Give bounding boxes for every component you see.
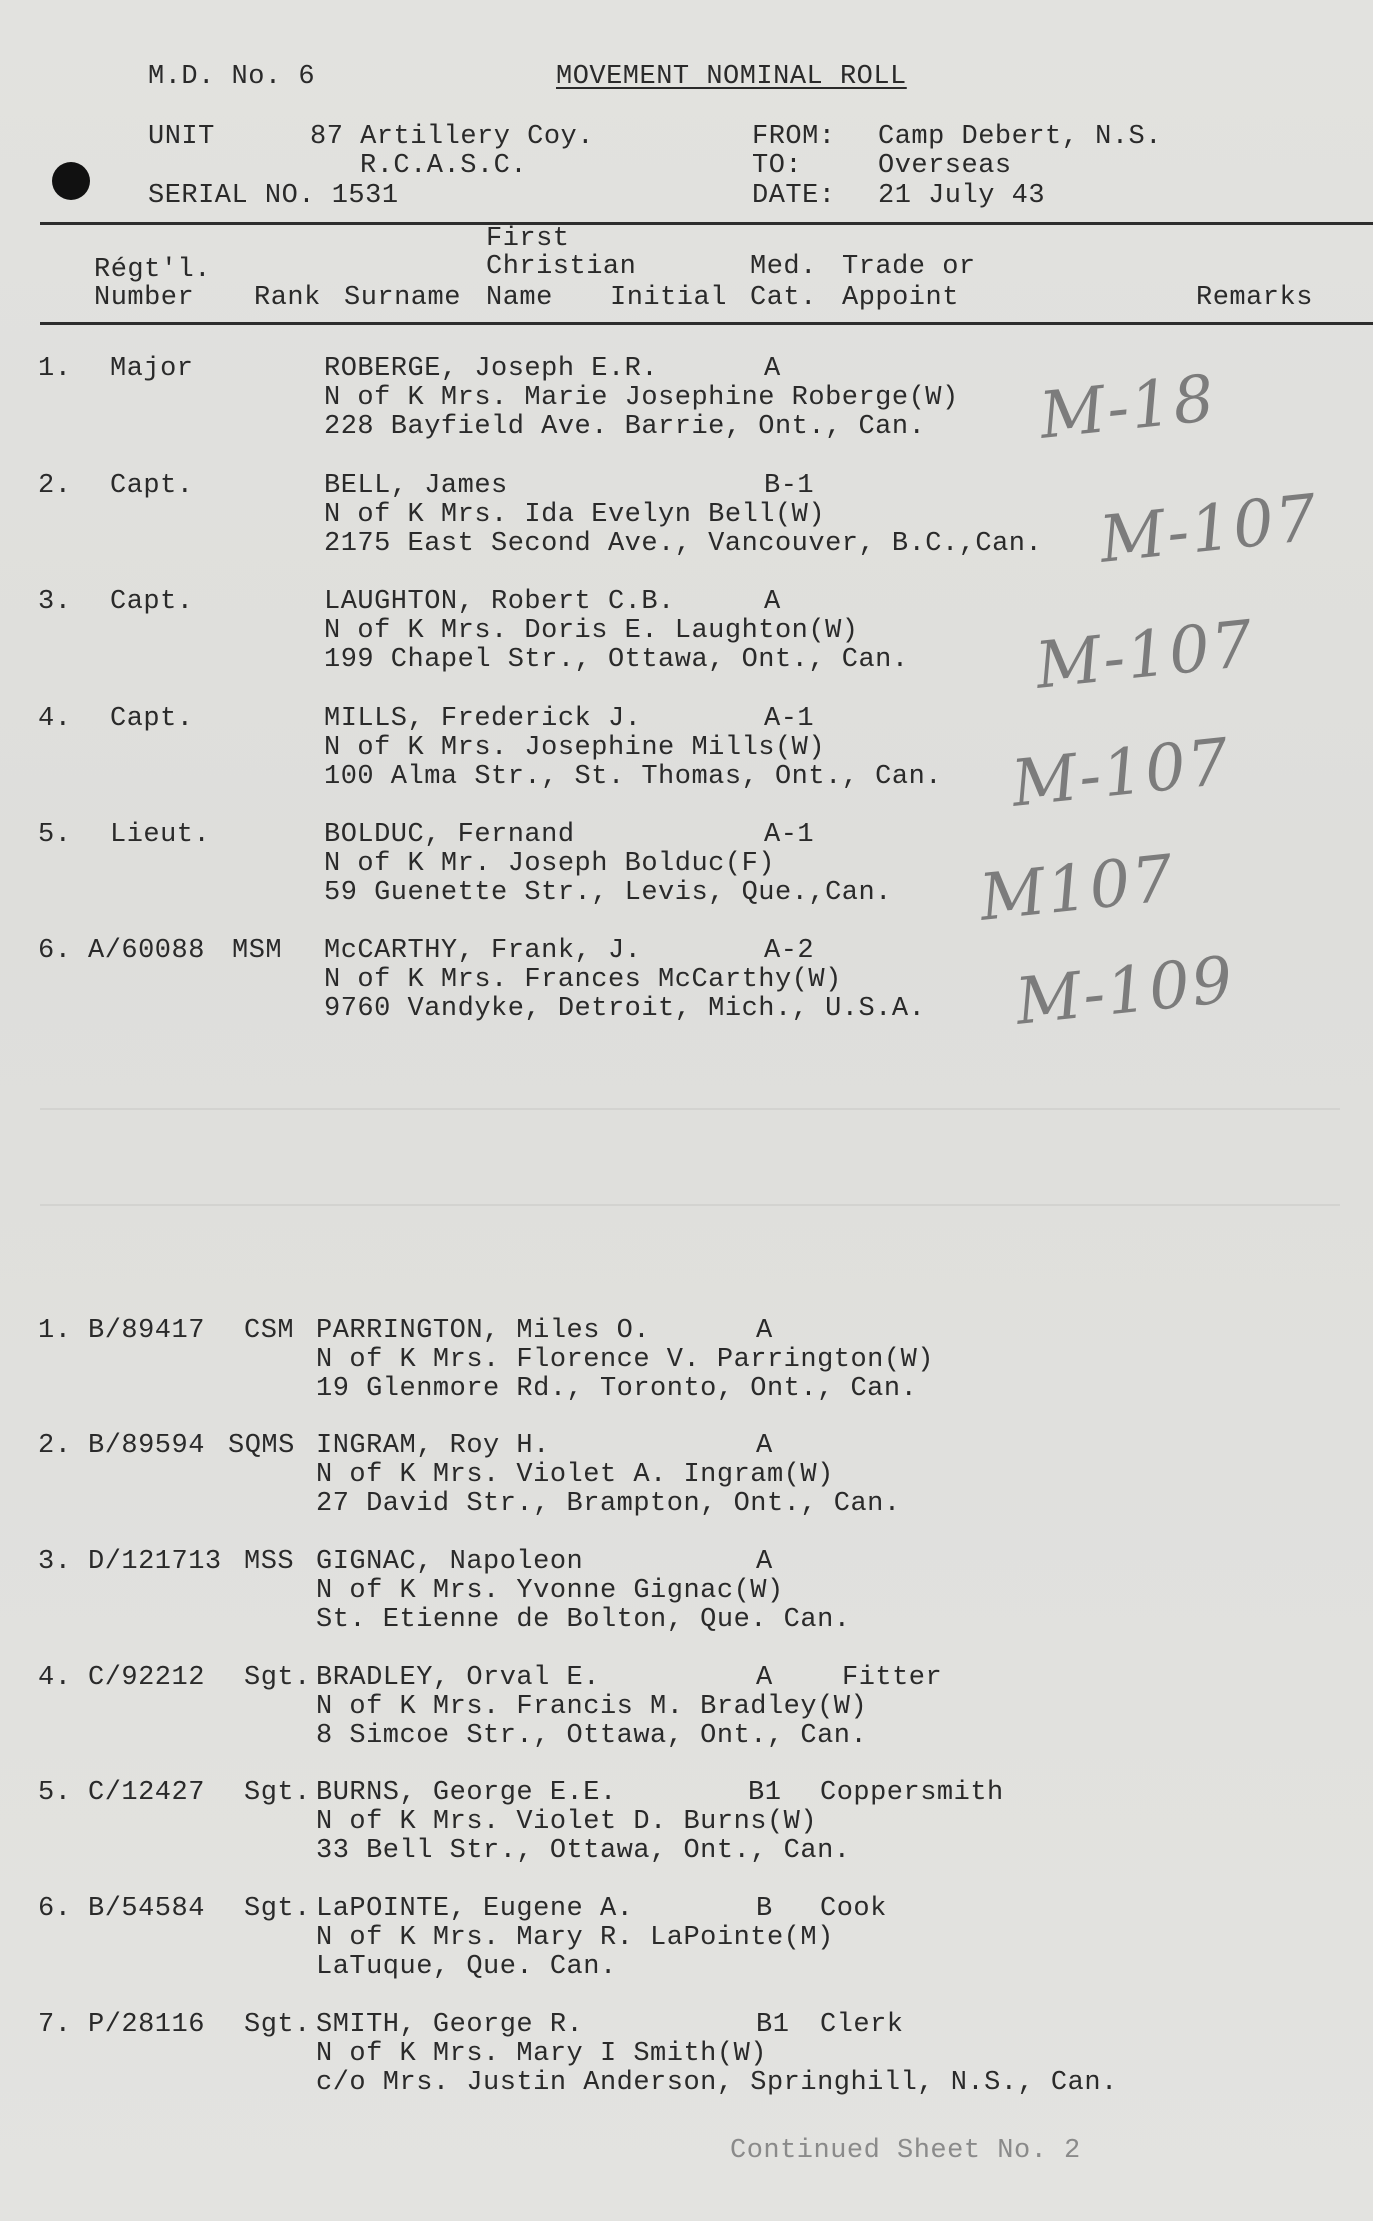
to-label: TO: xyxy=(752,151,803,181)
entry-address: 59 Guenette Str., Levis, Que.,Can. xyxy=(324,878,892,908)
entry-number: 1. xyxy=(38,354,72,384)
entry-number: 2. xyxy=(38,471,72,501)
entry-nok: N of K Mrs. Yvonne Gignac(W) xyxy=(316,1576,784,1606)
col-cat: Cat. xyxy=(750,283,817,313)
continued-sheet-note: Continued Sheet No. 2 xyxy=(730,2136,1081,2166)
entry-address: 228 Bayfield Ave. Barrie, Ont., Can. xyxy=(324,412,926,442)
entry-name: ROBERGE, Joseph E.R. xyxy=(324,354,659,384)
entry-med: A xyxy=(764,354,781,384)
entry-med: A xyxy=(764,587,781,617)
col-initial: Initial xyxy=(610,283,727,313)
entry-nok: N of K Mrs. Mary I Smith(W) xyxy=(316,2039,767,2069)
entry-regt-number: P/28116 xyxy=(88,2010,205,2040)
entry-med: A xyxy=(756,1547,773,1577)
serial-number: SERIAL NO. 1531 xyxy=(148,181,399,211)
entry-med: A xyxy=(756,1431,773,1461)
col-appoint: Appoint xyxy=(842,283,959,313)
entry-nok: N of K Mrs. Frances McCarthy(W) xyxy=(324,965,842,995)
handwritten-remark: M-109 xyxy=(1012,943,1238,1040)
entry-address: 33 Bell Str., Ottawa, Ont., Can. xyxy=(316,1836,851,1866)
entry-med: B-1 xyxy=(764,471,815,501)
entry-med: B1 xyxy=(748,1778,782,1808)
md-number: M.D. No. 6 xyxy=(148,62,316,92)
entry-regt-number: A/60088 xyxy=(88,936,205,966)
entry-name: BELL, James xyxy=(324,471,508,501)
entry-nok: N of K Mrs. Violet D. Burns(W) xyxy=(316,1807,818,1837)
entry-address: 199 Chapel Str., Ottawa, Ont., Can. xyxy=(324,645,909,675)
entry-address: 19 Glenmore Rd., Toronto, Ont., Can. xyxy=(316,1374,918,1404)
entry-regt-number: B/54584 xyxy=(88,1894,205,1924)
entry-address: 100 Alma Str., St. Thomas, Ont., Can. xyxy=(324,762,942,792)
entry-name: LaPOINTE, Eugene A. xyxy=(316,1894,634,1924)
entry-address: 2175 East Second Ave., Vancouver, B.C.,Can. xyxy=(324,529,1043,559)
entry-number: 5. xyxy=(38,820,72,850)
date-label: DATE: xyxy=(752,181,836,211)
entry-nok: N of K Mrs. Marie Josephine Roberge(W) xyxy=(324,383,959,413)
entry-nok: N of K Mrs. Florence V. Parrington(W) xyxy=(316,1345,934,1375)
entry-name: McCARTHY, Frank, J. xyxy=(324,936,642,966)
entry-nok: N of K Mrs. Mary R. LaPointe(M) xyxy=(316,1923,834,1953)
entry-name: PARRINGTON, Miles O. xyxy=(316,1316,651,1346)
entry-regt-number: B/89594 xyxy=(88,1431,205,1461)
entry-nok: N of K Mrs. Doris E. Laughton(W) xyxy=(324,616,859,646)
entry-rank: Capt. xyxy=(110,587,194,617)
col-med: Med. xyxy=(750,252,817,282)
bleed-through-line xyxy=(40,1108,1340,1110)
entry-name: INGRAM, Roy H. xyxy=(316,1431,550,1461)
entry-address: 27 David Str., Brampton, Ont., Can. xyxy=(316,1489,901,1519)
col-name: Name xyxy=(486,283,553,313)
col-number: Number xyxy=(94,283,195,313)
from-value: Camp Debert, N.S. xyxy=(878,122,1162,152)
handwritten-remark: M-18 xyxy=(1036,361,1220,454)
entry-number: 3. xyxy=(38,1547,72,1577)
entry-med: A xyxy=(756,1663,773,1693)
unit-line2: R.C.A.S.C. xyxy=(360,151,528,181)
entry-med: A-1 xyxy=(764,820,815,850)
entry-address: 9760 Vandyke, Detroit, Mich., U.S.A. xyxy=(324,994,926,1024)
col-first: First xyxy=(486,224,570,254)
col-rank: Rank xyxy=(254,283,321,313)
entry-med: B1 xyxy=(756,2010,790,2040)
entry-address: St. Etienne de Bolton, Que. Can. xyxy=(316,1605,851,1635)
entry-rank: Capt. xyxy=(110,704,194,734)
entry-number: 5. xyxy=(38,1778,72,1808)
entry-med: A xyxy=(756,1316,773,1346)
entry-name: GIGNAC, Napoleon xyxy=(316,1547,584,1577)
entry-nok: N of K Mrs. Ida Evelyn Bell(W) xyxy=(324,500,826,530)
unit-label: UNIT xyxy=(148,122,215,152)
entry-rank: MSM xyxy=(232,936,283,966)
entry-rank: Capt. xyxy=(110,471,194,501)
bleed-through-line xyxy=(40,1204,1340,1206)
entry-name: BURNS, George E.E. xyxy=(316,1778,617,1808)
handwritten-remark: M-107 xyxy=(1096,481,1322,578)
entry-number: 4. xyxy=(38,704,72,734)
entry-trade: Clerk xyxy=(820,2010,904,2040)
entry-trade: Cook xyxy=(820,1894,887,1924)
entry-rank: Sgt. xyxy=(244,1894,311,1924)
col-trade: Trade or xyxy=(842,252,976,282)
handwritten-remark: M107 xyxy=(976,841,1179,936)
header-rule-top xyxy=(40,222,1373,225)
entry-regt-number: B/89417 xyxy=(88,1316,205,1346)
entry-number: 1. xyxy=(38,1316,72,1346)
entry-regt-number: C/92212 xyxy=(88,1663,205,1693)
col-surname: Surname xyxy=(344,283,461,313)
handwritten-remark: M-107 xyxy=(1008,725,1234,822)
entry-number: 3. xyxy=(38,587,72,617)
punch-hole xyxy=(52,162,90,200)
entry-name: LAUGHTON, Robert C.B. xyxy=(324,587,675,617)
header-rule-bottom xyxy=(40,322,1373,325)
entry-number: 6. xyxy=(38,1894,72,1924)
from-label: FROM: xyxy=(752,122,836,152)
entry-number: 4. xyxy=(38,1663,72,1693)
entry-name: MILLS, Frederick J. xyxy=(324,704,642,734)
entry-nok: N of K Mrs. Francis M. Bradley(W) xyxy=(316,1692,868,1722)
handwritten-remark: M-107 xyxy=(1032,607,1258,704)
entry-rank: Major xyxy=(110,354,194,384)
date-value: 21 July 43 xyxy=(878,181,1046,211)
entry-name: SMITH, George R. xyxy=(316,2010,584,2040)
entry-regt-number: C/12427 xyxy=(88,1778,205,1808)
page-title: MOVEMENT NOMINAL ROLL xyxy=(556,62,907,92)
entry-regt-number: D/121713 xyxy=(88,1547,222,1577)
entry-name: BRADLEY, Orval E. xyxy=(316,1663,600,1693)
entry-number: 6. xyxy=(38,936,72,966)
entry-nok: N of K Mr. Joseph Bolduc(F) xyxy=(324,849,775,879)
entry-rank: Lieut. xyxy=(110,820,211,850)
col-remarks: Remarks xyxy=(1196,283,1313,313)
entry-trade: Coppersmith xyxy=(820,1778,1004,1808)
to-value: Overseas xyxy=(878,151,1012,181)
entry-med: A-2 xyxy=(764,936,815,966)
col-regtl: Régt'l. xyxy=(94,255,211,285)
entry-address: LaTuque, Que. Can. xyxy=(316,1952,617,1982)
entry-nok: N of K Mrs. Josephine Mills(W) xyxy=(324,733,826,763)
entry-address: 8 Simcoe Str., Ottawa, Ont., Can. xyxy=(316,1721,868,1751)
entry-number: 2. xyxy=(38,1431,72,1461)
entry-address: c/o Mrs. Justin Anderson, Springhill, N.S., Can. xyxy=(316,2068,1118,2098)
entry-nok: N of K Mrs. Violet A. Ingram(W) xyxy=(316,1460,834,1490)
entry-rank: Sgt. xyxy=(244,1663,311,1693)
entry-med: B xyxy=(756,1894,773,1924)
entry-trade: Fitter xyxy=(842,1663,943,1693)
entry-rank: SQMS xyxy=(228,1431,295,1461)
entry-rank: Sgt. xyxy=(244,1778,311,1808)
entry-rank: MSS xyxy=(244,1547,295,1577)
entry-rank: Sgt. xyxy=(244,2010,311,2040)
entry-number: 7. xyxy=(38,2010,72,2040)
col-christian: Christian xyxy=(486,252,637,282)
entry-name: BOLDUC, Fernand xyxy=(324,820,575,850)
entry-rank: CSM xyxy=(244,1316,295,1346)
unit-line1: 87 Artillery Coy. xyxy=(310,122,594,152)
entry-med: A-1 xyxy=(764,704,815,734)
